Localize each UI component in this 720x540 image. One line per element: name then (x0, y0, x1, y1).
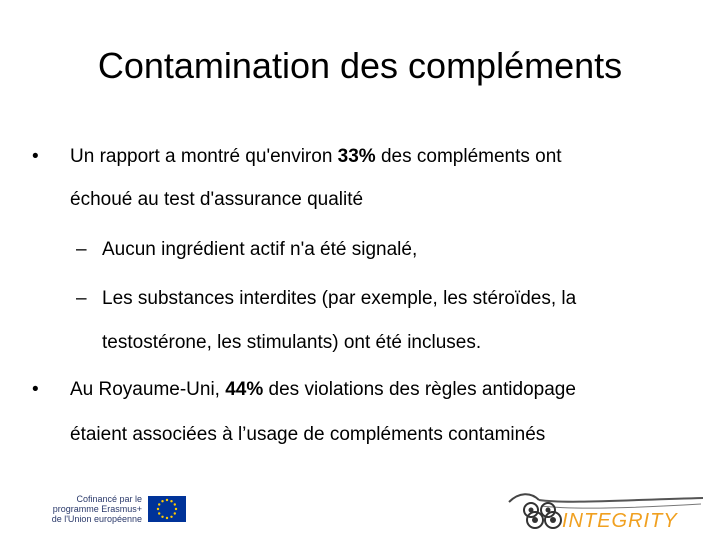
bullet-2-line-2: étaient associées à l’usage de compléments contaminés (70, 424, 546, 445)
erasmus-line-2: programme Erasmus+ (52, 504, 142, 514)
bullet-marker: • (32, 146, 39, 167)
erasmus-logo (20, 487, 224, 531)
integrity-text: INTEGRITY (562, 510, 678, 532)
bullet-1-text-cont: des compléments ont (375, 146, 562, 167)
sub-bullet-marker: – (76, 239, 87, 260)
bullet-2-text: Au Royaume-Uni, (70, 379, 226, 400)
bullet-1-percent: 33% (337, 146, 376, 167)
bullet-2-text-cont: des violations des règles antidopage (263, 379, 576, 400)
sub-bullet-2-line-1: Les substances interdites (par exemple, les stéroïdes, la (102, 288, 577, 309)
eu-flag-icon (148, 496, 186, 522)
sub-bullet-2-line-2: testostérone, les stimulants) ont été incluses. (102, 332, 482, 353)
bullet-marker: • (32, 379, 39, 400)
erasmus-text (20, 494, 148, 524)
sub-bullet-marker: – (76, 288, 87, 309)
sub-bullet-1: Aucun ingrédient actif n'a été signalé, (102, 239, 418, 260)
slide-title: Contamination des compléments (97, 45, 623, 86)
bullet-1-line-2: échoué au test d'assurance qualité (70, 189, 364, 210)
bullet-2-line-1 (70, 380, 576, 400)
bullet-1-text: Un rapport a montré qu'environ (70, 146, 338, 167)
integrity-logo (505, 488, 710, 534)
erasmus-line-1: Cofinancé par le (76, 494, 142, 504)
bullet-2-percent: 44% (225, 379, 264, 400)
bullet-1-line-1 (70, 147, 562, 167)
erasmus-line-3: de l'Union européenne (51, 514, 142, 524)
